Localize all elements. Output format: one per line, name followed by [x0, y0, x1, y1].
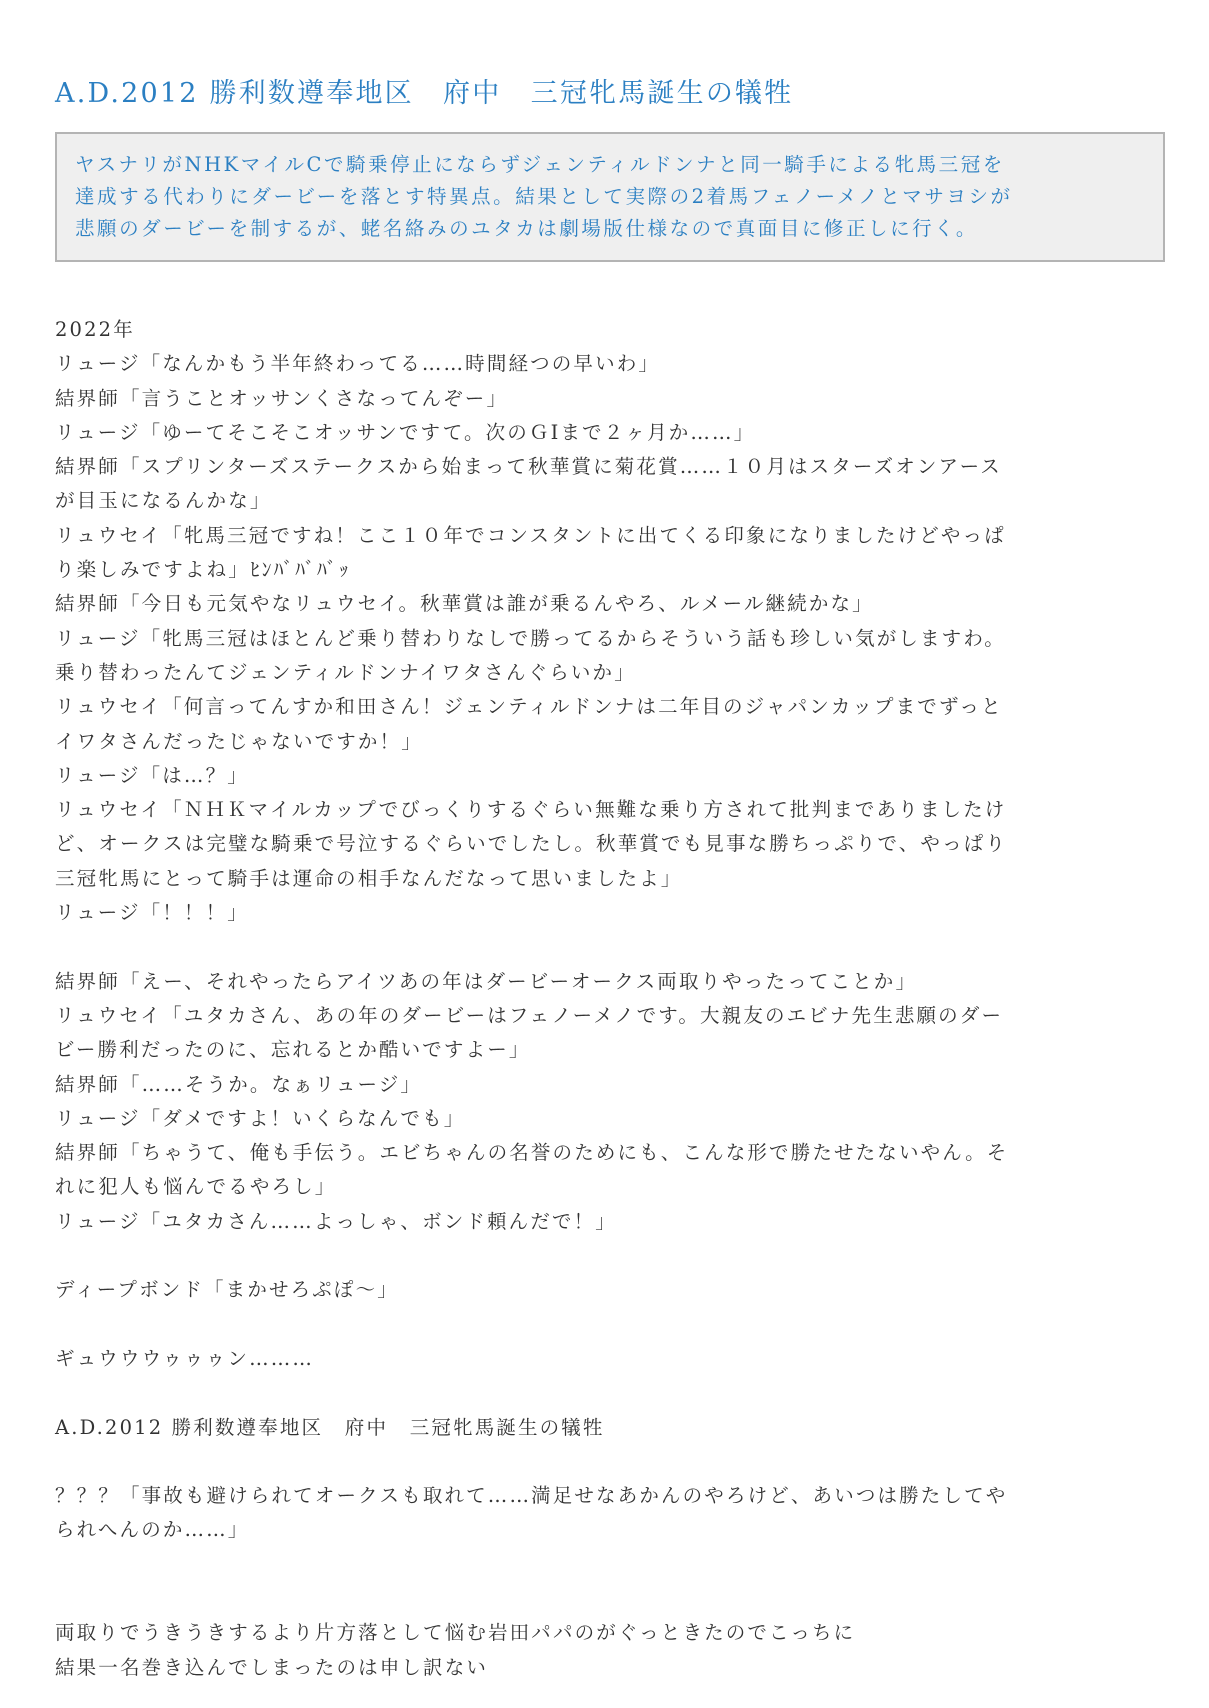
blank-line	[55, 1548, 1165, 1582]
text-line: 結界師「今日も元気やなリュウセイ。秋華賞は誰が乗るんやろ、ルメール継続かな」	[55, 592, 874, 616]
text-line: が目玉になるんかな」	[55, 489, 272, 513]
text-line: 結界師「……そうか。なぁリュージ」	[55, 1072, 423, 1096]
text-line: リュウセイ「何言ってんすか和田さん！ジェンティルドンナは二年目のジャパンカップまでずっと	[55, 695, 1003, 719]
text-line: リュウセイ「ユタカさん、あの年のダービーはフェノーメノです。大親友のエビナ先生悲願のダー	[55, 1003, 1004, 1027]
text-line: リュージ「ダメですよ！いくらなんでも」	[55, 1106, 466, 1130]
text-line: れに犯人も悩んでるやろし」	[55, 1175, 337, 1199]
text-line: リュージ「ゆーてそこそこオッサンですて。次のＧⅠまで２ヶ月か……」	[55, 420, 756, 444]
text-line: り楽しみですよね」ﾋﾝﾊﾞﾊﾞﾊﾞｯ	[55, 558, 351, 582]
blank-line	[55, 1376, 1165, 1410]
text-line: 2022年	[55, 318, 135, 341]
text-line: A.D.2012 勝利数遵奉地区 府中 三冠牝馬誕生の犠牲	[55, 1415, 605, 1439]
blank-line	[55, 1308, 1165, 1342]
page-title: A.D.2012 勝利数遵奉地区 府中 三冠牝馬誕生の犠牲	[55, 78, 794, 109]
text-line: リュージ「牝馬三冠はほとんど乗り替わりなしで勝ってるからそういう話も珍しい気がしますわ。	[55, 626, 1006, 650]
text-line: ギュウウウゥゥゥン………	[55, 1346, 315, 1370]
text-line: 乗り替わったんてジェンティルドンナイワタさんぐらいか」	[55, 660, 636, 684]
text-line: リュウセイ「牝馬三冠ですね！ここ１０年でコンスタントに出てくる印象になりましたけどやっぱ	[55, 523, 1006, 547]
text-line: リュウセイ「ＮＨＫマイルカップでびっくりするぐらい無難な乗り方されて批判までありましたけ	[55, 798, 1007, 822]
text-line: 結界師「ちゃうて、俺も手伝う。エビちゃんの名誉のためにも、こんな形で勝たせたないやん。そ	[55, 1141, 1009, 1165]
text-line: 結果一名巻き込んでしまったのは申し訳ない	[55, 1655, 489, 1679]
text-line: ディープボンド「まかせろぷぽ〜」	[55, 1278, 399, 1302]
text-line: リュージ「ユタカさん……よっしゃ、ボンド頼んだで！」	[55, 1209, 617, 1233]
story-body	[55, 313, 1165, 1685]
blank-line	[55, 1239, 1165, 1273]
text-line: イワタさんだったじゃないですか！」	[55, 729, 423, 753]
text-line: リュージ「！！！」	[55, 901, 249, 925]
text-line: られへんのか……」	[55, 1518, 250, 1542]
text-line: ？？？「事故も避けられてオークスも取れて……満足せなあかんのやろけど、あいつは勝たしてや	[55, 1484, 1008, 1508]
blank-line	[55, 930, 1165, 964]
summary-text: ヤスナリがNHKマイルCで騎乗停止にならずジェンティルドンナと同一騎手による牝馬三冠を 達成する代わりにダービーを落とす特異点。結果として実際の2着馬フェノーメノとマサヨシが 悲願のダービーを制するが、蛯名絡みのユタカは劇場版仕様なので真面目に修正しに行く。	[75, 153, 1013, 240]
text-line: ど、オークスは完璧な騎乗で号泣するぐらいでしたし。秋華賞でも見事な勝ちっぷりで、やっぱり	[55, 832, 1008, 856]
text-line: リュージ「は…？」	[55, 763, 249, 787]
summary-box	[55, 132, 1165, 262]
text-line: 結界師「えー、それやったらアイツあの年はダービーオークス両取りやったってことか」	[55, 969, 918, 993]
text-line: 結界師「スプリンターズステークスから始まって秋華賞に菊花賞……１０月はスターズオンアース	[55, 455, 1002, 479]
text-line: 結界師「言うことオッサンくさなってんぞー」	[55, 386, 509, 410]
blank-line	[55, 1445, 1165, 1479]
text-line: リュージ「なんかもう半年終わってる……時間経つの早いわ」	[55, 352, 661, 376]
text-line: 両取りでうきうきするより片方落として悩む岩田パパのがぐっときたのでこっちに	[55, 1621, 856, 1645]
text-line: ビー勝利だったのに、忘れるとか酷いですよー」	[55, 1038, 531, 1062]
text-line: 三冠牝馬にとって騎手は運命の相手なんだなって思いましたよ」	[55, 866, 683, 890]
blank-line	[55, 1582, 1165, 1616]
